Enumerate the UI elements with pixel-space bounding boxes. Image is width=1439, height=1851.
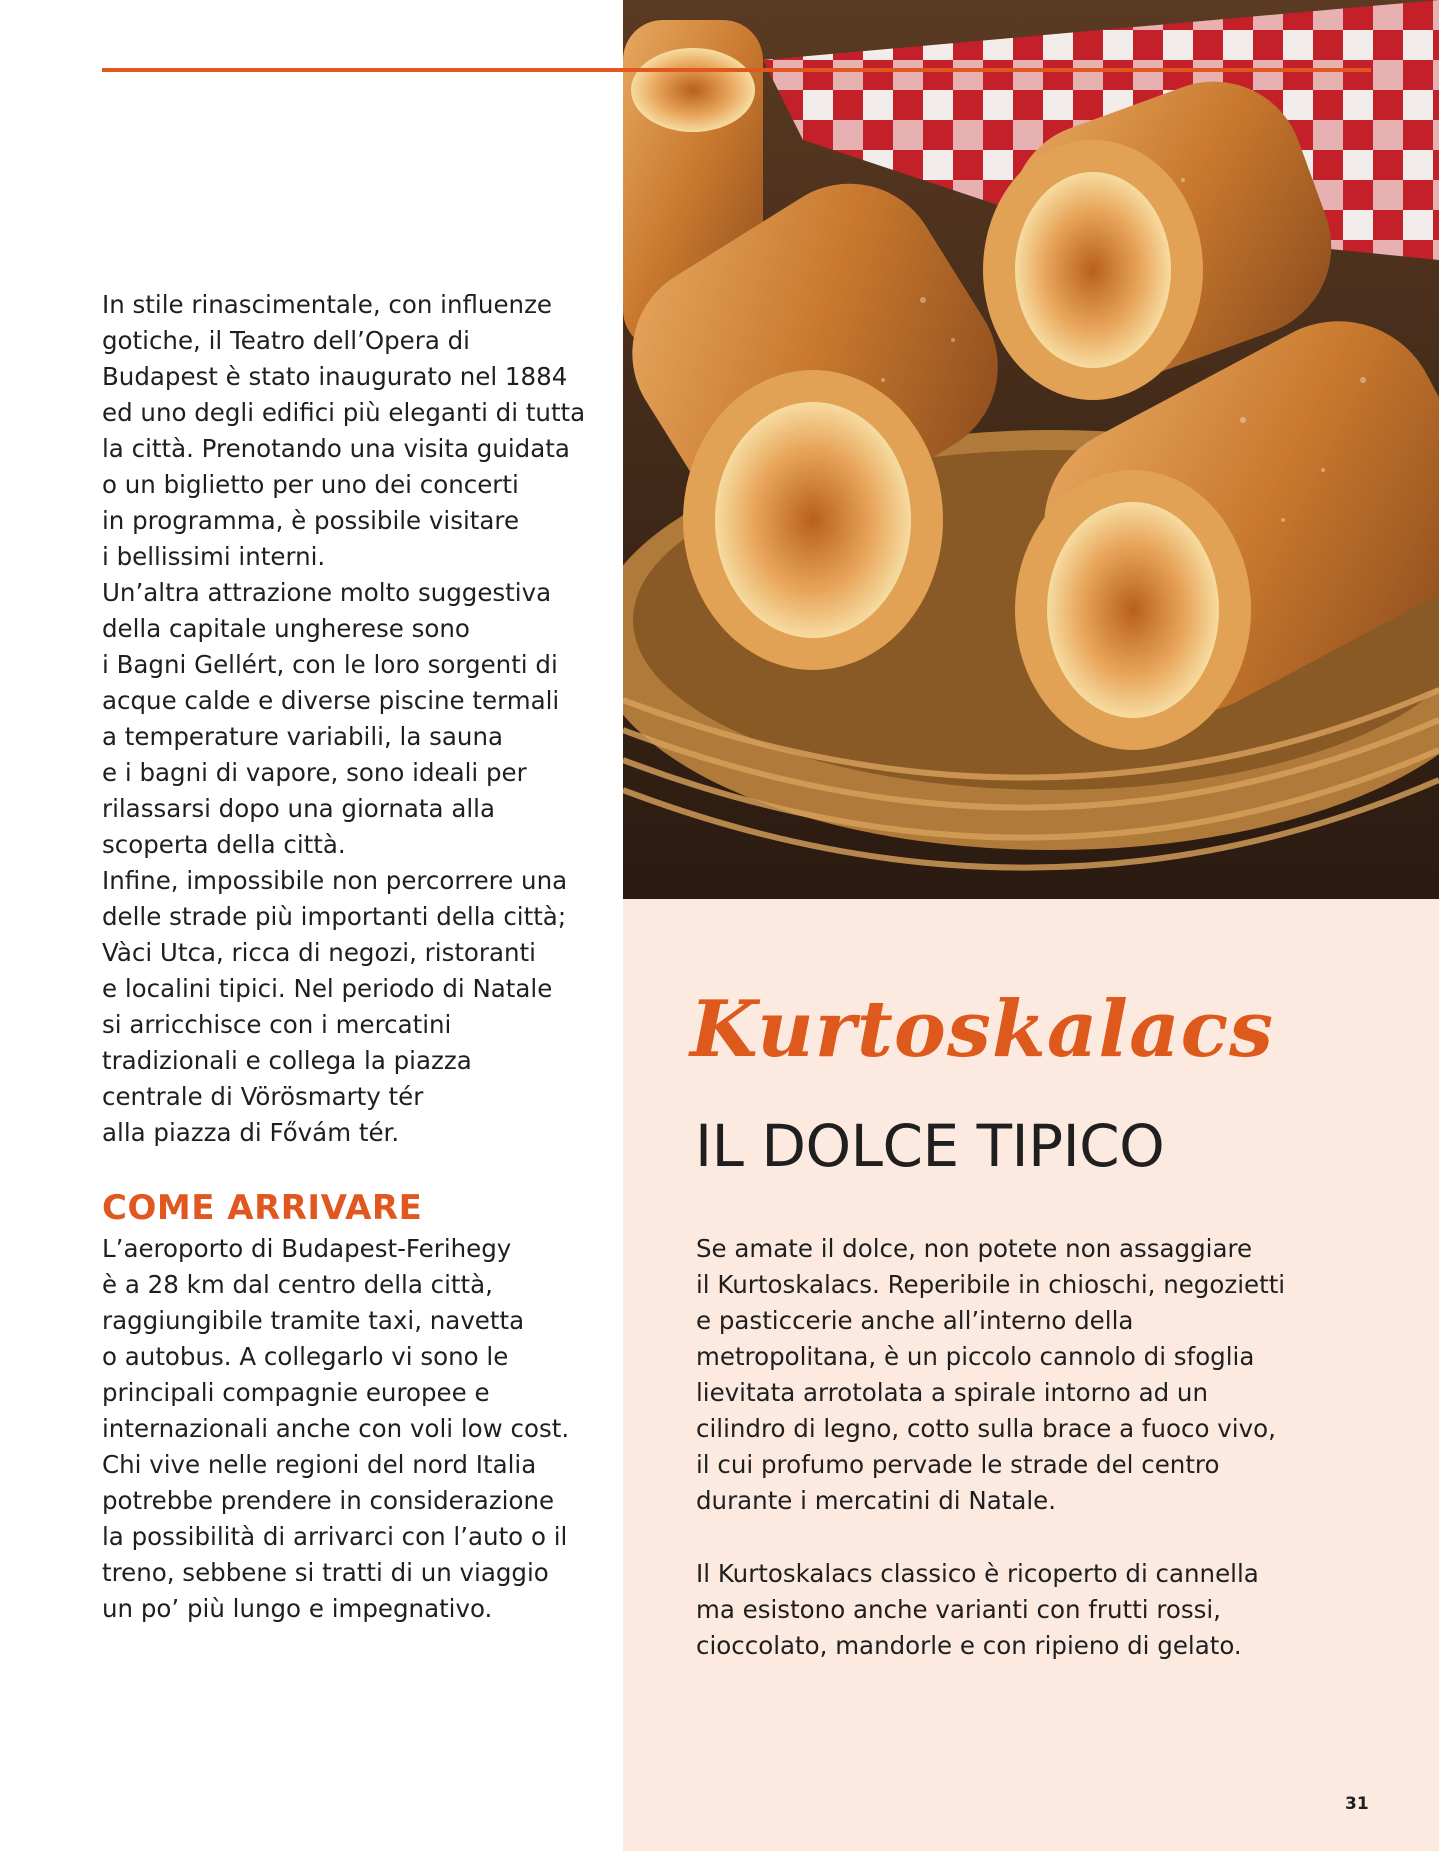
section-heading-come-arrivare: COME ARRIVARE (102, 1188, 423, 1228)
page-number: 31 (1345, 1794, 1369, 1814)
intro-paragraph: In stile rinascimentale, con influenze gotiche, il Teatro dell’Opera di Budapest è stato inaugurato nel 1884 ed uno degli edifici più eleganti di tutta la città. Prenotando una visita guidata o un biglietto per uno dei concerti in programma, è possibile visitare i bellissimi interni. Un’altra attrazione molto suggestiva della capitale ungherese sono i Bagni Gellért, con le loro sorgenti di acque calde e diverse piscine termali a temperature variabili, la sauna e i bagni di vapore, sono ideali per rilassarsi dopo una giornata alla scoperta della città. Infine, impossibile non percorrere una delle strade più importanti della città; Vàci Utca, ricca di negozi, ristoranti e localini tipici. Nel periodo di Natale si arricchisce con i mercatini tradizionali e collega la piazza centrale di Vörösmarty tér alla piazza di Fővám tér. (102, 290, 586, 1147)
sidebar-paragraph-2: Il Kurtoskalacs classico è ricoperto di cannella ma esistono anche varianti con frutti rossi, cioccolato, mandorle e con ripieno di gelato. (696, 1559, 1259, 1660)
sidebar-subtitle: IL DOLCE TIPICO (695, 1112, 1165, 1180)
sidebar-title: Kurtoskalacs (690, 984, 1275, 1075)
top-accent-rule (102, 68, 1371, 72)
arrive-paragraph: L’aeroporto di Budapest-Ferihegy è a 28 km dal centro della città, raggiungibile tramite taxi, navetta o autobus. A collegarlo vi sono le principali compagnie europee e internazionali anche con voli low cost. Chi vive nelle regioni del nord Italia potrebbe prendere in considerazione la possibilità di arrivarci con l’auto o il treno, sebbene si tratti di un viaggio un po’ più lungo e impegnativo. (102, 1234, 570, 1623)
sidebar-paragraph-1: Se amate il dolce, non potete non assaggiare il Kurtoskalacs. Reperibile in chioschi, negozietti e pasticcerie anche all’interno della metropolitana, è un piccolo cannolo di sfoglia lievitata arrotolata a spirale intorno ad un cilindro di legno, cotto sulla brace a fuoco vivo, il cui profumo pervade le strade del centro durante i mercatini di Natale. (696, 1234, 1286, 1515)
kurtoskalacs-photo (623, 0, 1439, 899)
